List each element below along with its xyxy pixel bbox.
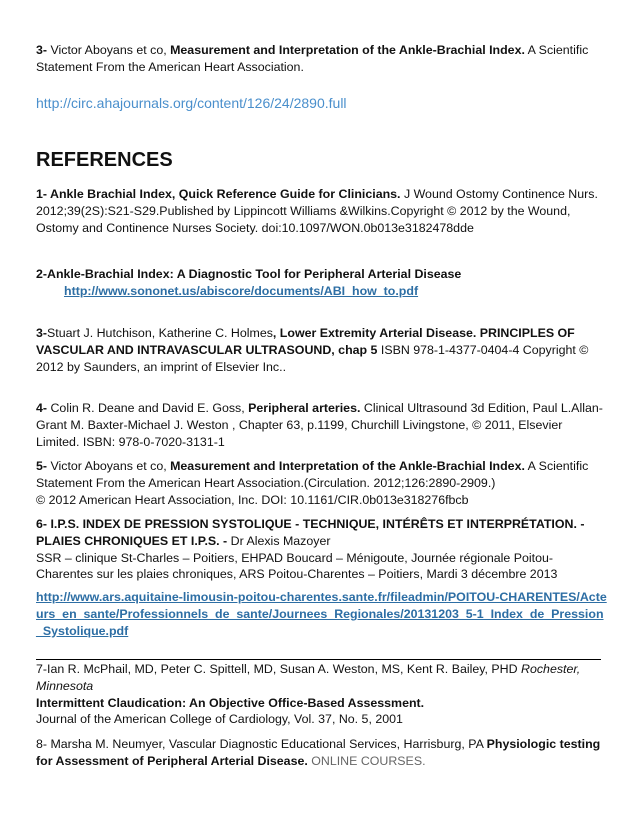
ref-source: ONLINE COURSES.: [307, 753, 426, 768]
reference-1: [36, 186, 608, 236]
ref-number: 4-: [36, 401, 48, 415]
reference-2-link[interactable]: http://www.sononet.us/abiscore/documents/ABI_how_to.pdf: [64, 283, 419, 298]
reference-7: [36, 661, 608, 728]
reference-6-link[interactable]: http://www.ars.aquitaine-limousin-poitou-charentes.sante.fr/fileadmin/POITOU-CHARENTES/Acteurs_en_sante/Professionnels_de_sante/Journees_Regionales/20131203_5-1_Index_de_Pression_Systolique.pdf: [36, 590, 607, 638]
ref-number: 3-: [36, 43, 48, 57]
separator-rule: [36, 659, 601, 660]
ref-number: 5-: [36, 459, 48, 473]
ref-authors: Victor Aboyans et co,: [47, 459, 171, 473]
ref-source: A Scientific Statement From the American Heart Association.(Circulation. 2012;126:2890-2909.): [36, 459, 589, 490]
ref-title: 2-Ankle-Brachial Index: A Diagnostic Tool for Peripheral Arterial Disease: [36, 267, 462, 281]
reference-2: [36, 266, 608, 300]
reference-3: [36, 325, 608, 375]
ref-title: 6- I.P.S. INDEX DE PRESSION SYSTOLIQUE - TECHNIQUE, INTÉRÊTS ET INTERPRÉTATION. - PLAIES CHRONIQUES ET I.P.S. -: [36, 517, 585, 548]
top-reference-link[interactable]: http://circ.ahajournals.org/content/126/24/2890.full: [36, 95, 347, 111]
ref-authors: Colin R. Deane and David E. Goss,: [47, 401, 249, 415]
ref-title: Intermittent Claudication: An Objective Office-Based Assessment.: [36, 695, 425, 710]
ref-source: ISBN 978-1-4377-0404-4 Copyright © 2012 by Saunders, an imprint of Elsevier Inc..: [36, 342, 589, 374]
ref-title: Measurement and Interpretation of the Ankle-Brachial Index.: [170, 459, 525, 473]
reference-4: [36, 400, 608, 450]
ref-title: Measurement and Interpretation of the Ankle-Brachial Index.: [170, 43, 525, 57]
ref-title: 1- Ankle Brachial Index, Quick Reference Guide for Clinicians.: [36, 187, 401, 201]
ref-source: SSR – clinique St-Charles – Poitiers, EHPAD Boucard – Ménigoute, Journée régionale Poitou-Charentes sur les plaies chroniques, ARS Poitou-Charentes – Poitiers, Mardi 3 décembre 2013: [36, 550, 558, 582]
references-heading: REFERENCES: [36, 149, 173, 171]
ref-source: A Scientific Statement From the American Heart Association.: [36, 43, 589, 74]
top-reference: [36, 42, 608, 76]
ref-author: Dr Alexis Mazoyer: [230, 533, 331, 548]
reference-5: [36, 458, 608, 508]
ref-number: 3-: [36, 326, 48, 340]
ref-title: , Lower Extremity Arterial Disease. PRINCIPLES OF VASCULAR AND INTRAVASCULAR ULTRASOUND, chap 5: [36, 326, 575, 357]
ref-place: Rochester, Minnesota: [36, 662, 581, 693]
ref-source: J Wound Ostomy Continence Nurs. 2012;39(2S):S21-S29.Published by Lippincott Williams &Wilkins.Copyright © 2012 by the Wound, Ostomy and Continence Nurses Society. doi:10.1097/WON.0b013e3182478dde: [36, 187, 598, 235]
ref-authors: Victor Aboyans et co,: [47, 43, 171, 57]
ref-title: Peripheral arteries.: [248, 401, 361, 415]
ref-source: Clinical Ultrasound 3d Edition, Paul L.Allan-Grant M. Baxter-Michael J. Weston , Chapter 63, p.1199, Churchill Livingstone, © 2011, Elsevier Limited. ISBN: 978-0-7020-3131-1: [36, 401, 603, 449]
reference-6: [36, 516, 608, 583]
ref-copyright: © 2012 American Heart Association, Inc. DOI: 10.1161/CIR.0b013e318276fbcb: [36, 492, 469, 507]
ref-source: Journal of the American College of Cardiology, Vol. 37, No. 5, 2001: [36, 712, 403, 727]
ref-title: Physiologic testing for Assessment of Peripheral Arterial Disease.: [36, 737, 601, 768]
ref-authors: Stuart J. Hutchison, Katherine C. Holmes: [47, 326, 273, 340]
reference-8: [36, 736, 608, 770]
ref-authors: 8- Marsha M. Neumyer, Vascular Diagnostic Educational Services, Harrisburg, PA: [36, 737, 487, 751]
reference-6-link-block: [36, 589, 608, 639]
ref-authors: 7-Ian R. McPhail, MD, Peter C. Spittell, MD, Susan A. Weston, MS, Kent R. Bailey, PHD: [36, 662, 522, 676]
